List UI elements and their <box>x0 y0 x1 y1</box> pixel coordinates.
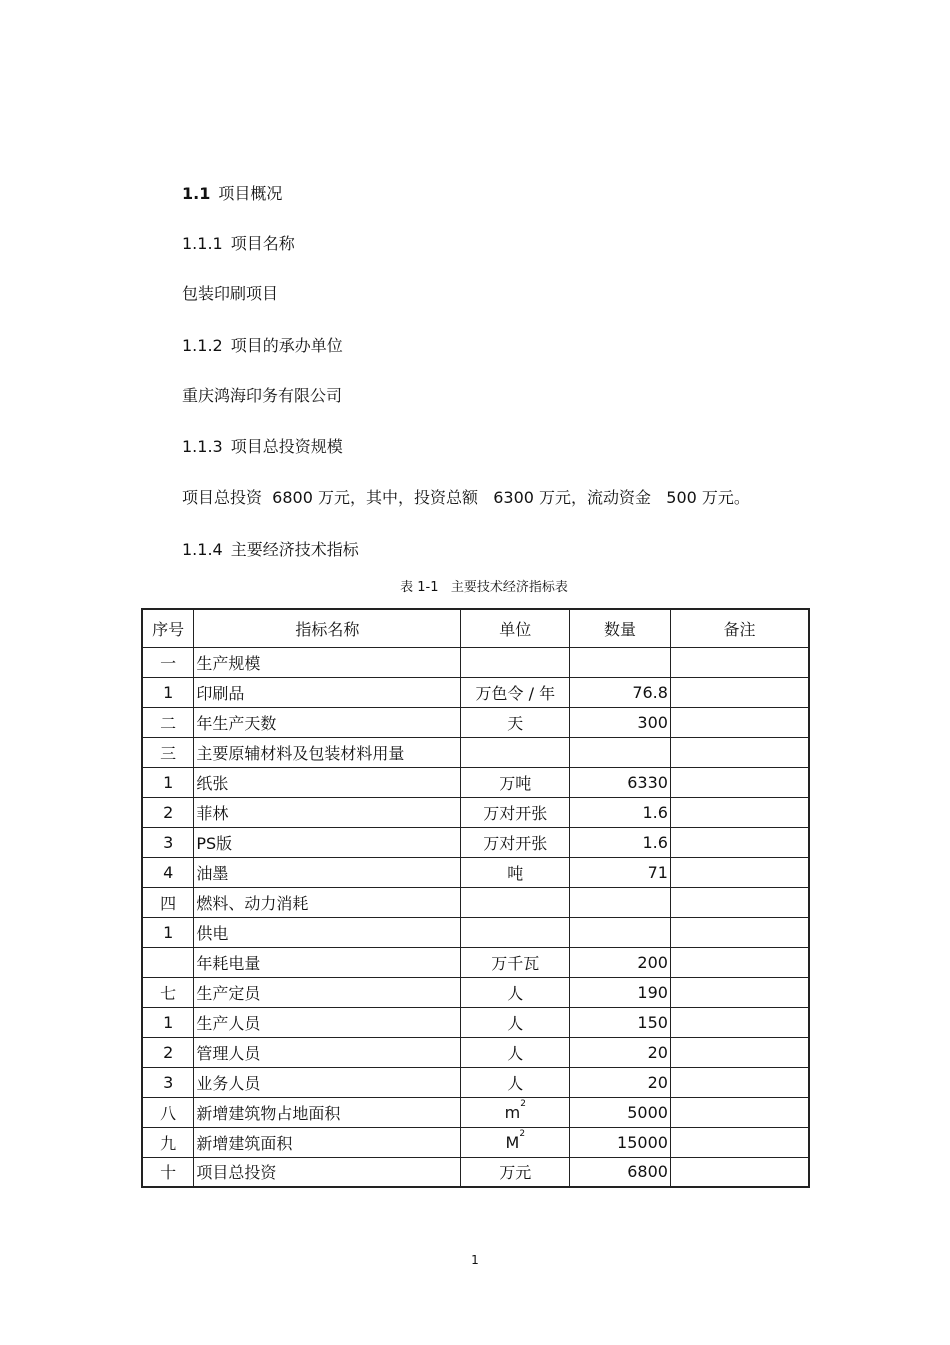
row-remark-cell <box>670 857 809 887</box>
row-quantity-cell <box>570 887 671 917</box>
row-name-cell: 管理人员 <box>194 1037 461 1067</box>
row-quantity-cell: 6330 <box>570 767 671 797</box>
row-quantity-cell: 200 <box>570 947 671 977</box>
header-cell-name: 指标名称 <box>194 609 461 647</box>
row-remark-cell <box>670 1067 809 1097</box>
section-title: 项目总投资规模 <box>230 437 343 456</box>
section-number: 1.1.4 <box>182 540 223 559</box>
row-remark-cell <box>670 827 809 857</box>
row-quantity-cell <box>570 917 671 947</box>
table-caption: 表 1-1 主要技术经济指标表 <box>400 580 568 595</box>
row-index-cell: 三 <box>142 737 194 767</box>
row-unit-cell: 万吨 <box>461 767 570 797</box>
row-unit-cell: 人 <box>461 1037 570 1067</box>
section-heading-1-1-2 <box>182 336 343 356</box>
table-row <box>142 1037 809 1067</box>
row-quantity-cell: 76.8 <box>570 677 671 707</box>
row-remark-cell <box>670 707 809 737</box>
table-row <box>142 677 809 707</box>
table-row <box>142 707 809 737</box>
row-unit-cell <box>461 647 570 677</box>
investment-text: 项目总投资 6800 万元，其中，投资总额 6300 万元，流动资金 500 万元。 <box>182 488 750 507</box>
row-quantity-cell <box>570 737 671 767</box>
row-index-cell: 2 <box>142 1037 194 1067</box>
header-cell-quantity: 数量 <box>570 609 671 647</box>
row-unit-cell: 吨 <box>461 857 570 887</box>
table-row <box>142 1157 809 1187</box>
row-index-cell: 4 <box>142 857 194 887</box>
company-name-text: 重庆鸿海印务有限公司 <box>182 386 343 405</box>
row-name-cell: 业务人员 <box>194 1067 461 1097</box>
table-row <box>142 947 809 977</box>
row-unit-cell: 万对开张 <box>461 827 570 857</box>
row-remark-cell <box>670 947 809 977</box>
row-remark-cell <box>670 917 809 947</box>
row-unit-cell: 万色令 / 年 <box>461 677 570 707</box>
row-index-cell <box>142 947 194 977</box>
project-name-text: 包装印刷项目 <box>182 284 279 303</box>
row-unit-cell: 万对开张 <box>461 797 570 827</box>
section-title: 项目名称 <box>230 234 295 253</box>
row-quantity-cell: 1.6 <box>570 797 671 827</box>
row-unit-cell: 人 <box>461 1067 570 1097</box>
table-row <box>142 797 809 827</box>
row-unit-cell <box>461 917 570 947</box>
row-name-cell: 新增建筑面积 <box>194 1127 461 1157</box>
table-row <box>142 857 809 887</box>
row-quantity-cell <box>570 647 671 677</box>
row-quantity-cell: 5000 <box>570 1097 671 1127</box>
table-row <box>142 647 809 677</box>
row-remark-cell <box>670 1037 809 1067</box>
row-index-cell: 七 <box>142 977 194 1007</box>
row-index-cell: 3 <box>142 827 194 857</box>
section-heading-1-1 <box>182 184 282 204</box>
row-quantity-cell: 150 <box>570 1007 671 1037</box>
section-title: 主要经济技术指标 <box>230 540 359 559</box>
row-remark-cell <box>670 677 809 707</box>
row-remark-cell <box>670 1007 809 1037</box>
row-remark-cell <box>670 887 809 917</box>
table-row <box>142 1097 809 1127</box>
table-row <box>142 917 809 947</box>
row-quantity-cell: 20 <box>570 1067 671 1097</box>
section-number: 1.1.3 <box>182 437 223 456</box>
row-index-cell: 1 <box>142 767 194 797</box>
page-number: 1 <box>471 1253 479 1267</box>
row-quantity-cell: 20 <box>570 1037 671 1067</box>
row-quantity-cell: 1.6 <box>570 827 671 857</box>
row-name-cell: 生产定员 <box>194 977 461 1007</box>
row-name-cell: 纸张 <box>194 767 461 797</box>
row-index-cell: 1 <box>142 917 194 947</box>
row-name-cell: 年生产天数 <box>194 707 461 737</box>
row-quantity-cell: 71 <box>570 857 671 887</box>
row-remark-cell <box>670 797 809 827</box>
row-unit-cell: $m^2$ <box>461 1097 570 1127</box>
table-row <box>142 1067 809 1097</box>
row-unit-cell: 人 <box>461 1007 570 1037</box>
section-heading-1-1-1 <box>182 234 295 254</box>
row-name-cell: 项目总投资 <box>194 1157 461 1187</box>
row-name-cell: 油墨 <box>194 857 461 887</box>
row-index-cell: 1 <box>142 677 194 707</box>
section-heading-1-1-3 <box>182 437 343 457</box>
header-cell-index: 序号 <box>142 609 194 647</box>
table-row <box>142 767 809 797</box>
row-index-cell: 二 <box>142 707 194 737</box>
row-index-cell: 3 <box>142 1067 194 1097</box>
row-index-cell: 八 <box>142 1097 194 1127</box>
row-index-cell: 四 <box>142 887 194 917</box>
row-name-cell: 主要原辅材料及包装材料用量 <box>194 737 461 767</box>
row-name-cell: 印刷品 <box>194 677 461 707</box>
row-remark-cell <box>670 1127 809 1157</box>
row-name-cell: 燃料、动力消耗 <box>194 887 461 917</box>
table-row <box>142 737 809 767</box>
row-unit-cell: 人 <box>461 977 570 1007</box>
row-index-cell: 十 <box>142 1157 194 1187</box>
section-heading-1-1-4 <box>182 540 359 560</box>
unit-superscript: 2 <box>520 1098 526 1109</box>
row-name-cell: 菲林 <box>194 797 461 827</box>
row-quantity-cell: 15000 <box>570 1127 671 1157</box>
row-unit-cell: 万元 <box>461 1157 570 1187</box>
section-number: 1.1.1 <box>182 234 223 253</box>
row-name-cell: PS版 <box>194 827 461 857</box>
row-quantity-cell: 190 <box>570 977 671 1007</box>
row-index-cell: 九 <box>142 1127 194 1157</box>
row-unit-cell <box>461 737 570 767</box>
table-body <box>142 609 809 1187</box>
table-header-row <box>142 609 809 647</box>
row-remark-cell <box>670 767 809 797</box>
row-unit-cell <box>461 887 570 917</box>
row-name-cell: 供电 <box>194 917 461 947</box>
section-title: 项目概况 <box>218 184 283 203</box>
row-unit-cell: $M^2$ <box>461 1127 570 1157</box>
table-row <box>142 1127 809 1157</box>
row-index-cell: 2 <box>142 797 194 827</box>
section-number: 1.1.2 <box>182 336 223 355</box>
row-index-cell: 1 <box>142 1007 194 1037</box>
row-remark-cell <box>670 737 809 767</box>
row-name-cell: 新增建筑物占地面积 <box>194 1097 461 1127</box>
table-row <box>142 827 809 857</box>
row-remark-cell <box>670 1157 809 1187</box>
header-cell-remark: 备注 <box>670 609 809 647</box>
row-name-cell: 生产规模 <box>194 647 461 677</box>
row-quantity-cell: 6800 <box>570 1157 671 1187</box>
row-remark-cell <box>670 1097 809 1127</box>
row-quantity-cell: 300 <box>570 707 671 737</box>
row-index-cell: 一 <box>142 647 194 677</box>
row-name-cell: 年耗电量 <box>194 947 461 977</box>
indicators-table <box>141 608 810 1188</box>
unit-superscript: 2 <box>519 1128 526 1139</box>
row-remark-cell <box>670 977 809 1007</box>
header-cell-unit: 单位 <box>461 609 570 647</box>
section-title: 项目的承办单位 <box>230 336 343 355</box>
table-row <box>142 887 809 917</box>
row-unit-cell: 天 <box>461 707 570 737</box>
row-unit-cell: 万千瓦 <box>461 947 570 977</box>
row-remark-cell <box>670 647 809 677</box>
table-row <box>142 1007 809 1037</box>
section-number: 1.1 <box>182 184 211 203</box>
row-name-cell: 生产人员 <box>194 1007 461 1037</box>
table-row <box>142 977 809 1007</box>
